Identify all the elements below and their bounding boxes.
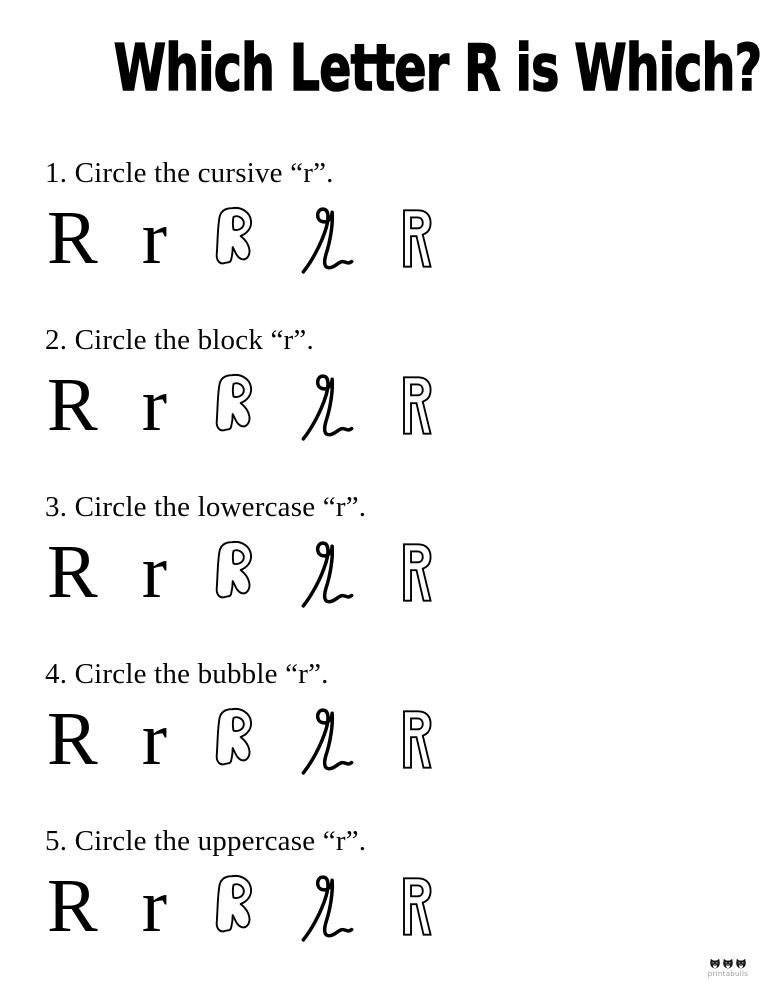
cursive-r-glyph xyxy=(300,706,356,778)
bulldog-face-icon xyxy=(722,958,734,969)
letter-cursive-r[interactable] xyxy=(300,706,356,764)
letter-uppercase-serif-r[interactable]: R xyxy=(47,530,98,614)
letter-uppercase-serif-r[interactable]: R xyxy=(47,196,98,280)
letter-block-r[interactable] xyxy=(400,542,433,597)
letter-bubble-r[interactable] xyxy=(211,706,256,764)
cursive-r-glyph xyxy=(300,372,356,444)
block-r-glyph xyxy=(400,542,433,603)
letter-uppercase-serif-r[interactable]: R xyxy=(47,864,98,948)
letter-cursive-r[interactable] xyxy=(300,205,356,263)
bulldog-face-icon xyxy=(735,958,747,969)
letter-cursive-r[interactable] xyxy=(300,539,356,597)
question-text-1: 1. Circle the cursive “r”. xyxy=(45,157,334,189)
letter-cursive-r[interactable] xyxy=(300,372,356,430)
letter-bubble-r[interactable] xyxy=(211,205,256,263)
block-r-glyph xyxy=(400,208,433,269)
letter-block-r[interactable] xyxy=(400,709,433,764)
question-section-5 xyxy=(45,823,748,954)
question-section-4 xyxy=(45,656,748,787)
letter-row-3 xyxy=(45,530,748,620)
bubble-r-glyph xyxy=(211,706,256,768)
letter-bubble-r[interactable] xyxy=(211,372,256,430)
bubble-r-glyph xyxy=(211,372,256,434)
question-section-1 xyxy=(45,155,748,286)
question-section-3 xyxy=(45,489,748,620)
letter-uppercase-serif-r[interactable]: R xyxy=(47,697,98,781)
letter-bubble-r[interactable] xyxy=(211,873,256,931)
bubble-r-glyph xyxy=(211,539,256,601)
letter-block-r[interactable] xyxy=(400,876,433,931)
letter-row-5 xyxy=(45,864,748,954)
letter-row-2 xyxy=(45,363,748,453)
question-text-5: 5. Circle the uppercase “r”. xyxy=(45,825,367,857)
letter-lowercase-serif-r[interactable]: r xyxy=(141,864,168,948)
bubble-r-glyph xyxy=(211,873,256,935)
letter-cursive-r[interactable] xyxy=(300,873,356,931)
block-r-glyph xyxy=(400,375,433,436)
letter-lowercase-serif-r[interactable]: r xyxy=(141,196,168,280)
bulldog-face-icon xyxy=(709,958,721,969)
letter-uppercase-serif-r[interactable]: R xyxy=(47,363,98,447)
letter-lowercase-serif-r[interactable]: r xyxy=(141,363,168,447)
page-title-text: Which Letter R is Which? xyxy=(113,32,762,106)
printabulls-logo xyxy=(702,958,754,978)
letter-bubble-r[interactable] xyxy=(211,539,256,597)
cursive-r-glyph xyxy=(300,205,356,277)
letter-row-4 xyxy=(45,697,748,787)
letter-lowercase-serif-r[interactable]: r xyxy=(141,530,168,614)
question-text-3: 3. Circle the lowercase “r”. xyxy=(45,491,367,523)
page-title xyxy=(0,30,768,108)
block-r-glyph xyxy=(400,876,433,937)
letter-row-1 xyxy=(45,196,748,286)
letter-block-r[interactable] xyxy=(400,208,433,263)
three-bulldog-faces-icon xyxy=(709,958,747,969)
letter-lowercase-serif-r[interactable]: r xyxy=(141,697,168,781)
bubble-r-glyph xyxy=(211,205,256,267)
letter-block-r[interactable] xyxy=(400,375,433,430)
cursive-r-glyph xyxy=(300,873,356,945)
question-text-2: 2. Circle the block “r”. xyxy=(45,324,314,356)
question-section-2 xyxy=(45,322,748,453)
cursive-r-glyph xyxy=(300,539,356,611)
block-r-glyph xyxy=(400,709,433,770)
brand-name: printabulls xyxy=(707,970,749,978)
question-text-4: 4. Circle the bubble “r”. xyxy=(45,658,329,690)
